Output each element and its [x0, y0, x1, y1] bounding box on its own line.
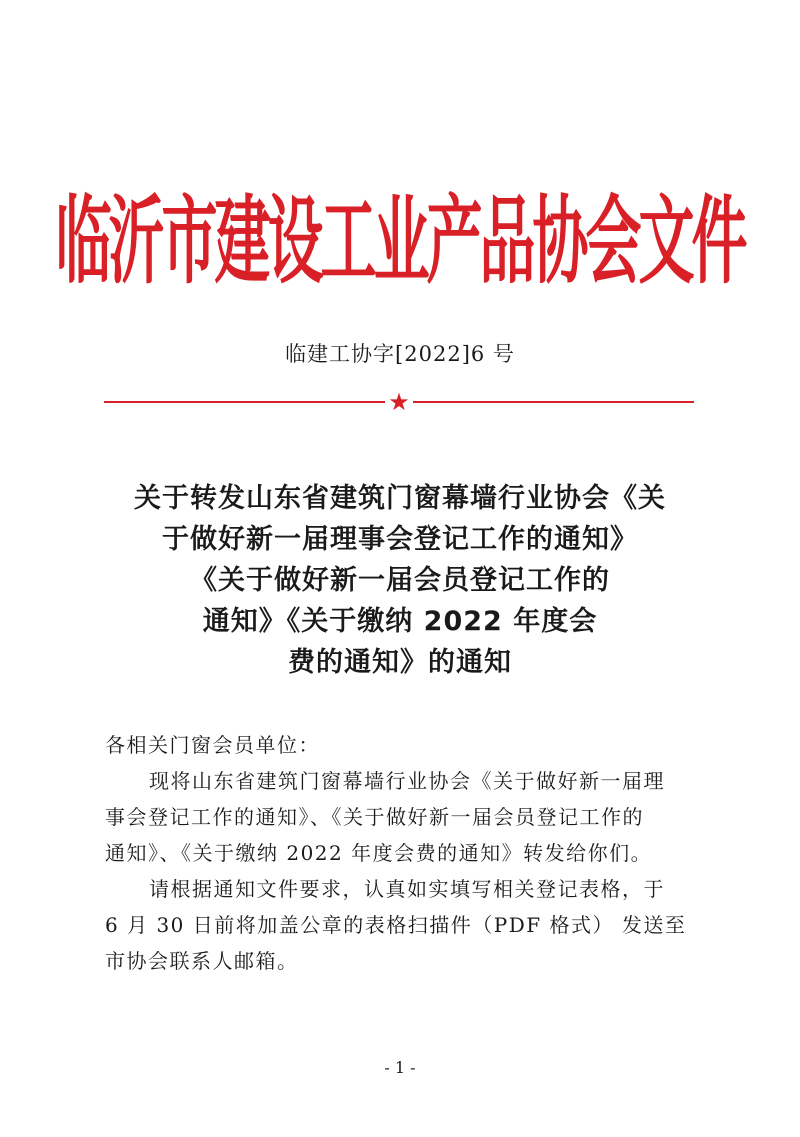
- notice-title-line: 通知》《关于缴纳 2022 年度会: [202, 606, 598, 637]
- body-line: 请根据通知文件要求，认真如实填写相关登记表格，于: [149, 877, 665, 901]
- notice-title-line: 关于转发山东省建筑门窗幕墙行业协会《关: [134, 483, 666, 514]
- salutation: 各相关门窗会员单位：: [105, 733, 320, 757]
- body-line: 现将山东省建筑门窗幕墙行业协会《关于做好新一届理: [149, 769, 665, 793]
- divider-line-right: [413, 401, 694, 403]
- red-divider: [104, 388, 694, 416]
- star-icon: ★: [388, 388, 410, 416]
- notice-title-line: 于做好新一届理事会登记工作的通知》: [162, 524, 638, 555]
- body-line: 6 月 30 日前将加盖公章的表格扫描件（PDF 格式） 发送至: [105, 913, 687, 937]
- body-line: 事会登记工作的通知》、《关于做好新一届会员登记工作的: [105, 805, 644, 829]
- notice-title: [90, 478, 710, 683]
- page-number: - 1 -: [384, 1058, 416, 1077]
- body-text: [105, 727, 695, 979]
- document-number: 临建工协字[2022]6 号: [285, 342, 515, 366]
- masthead-title: 临沂市建设工业产品协会文件: [55, 187, 745, 298]
- body-line: 市协会联系人邮箱。: [105, 949, 299, 973]
- body-line: 通知》、《关于缴纳 2022 年度会费的通知》转发给你们。: [105, 841, 653, 865]
- notice-title-line: 《关于做好新一届会员登记工作的: [190, 565, 610, 596]
- notice-title-line: 费的通知》的通知: [288, 647, 512, 678]
- divider-line-left: [104, 401, 385, 403]
